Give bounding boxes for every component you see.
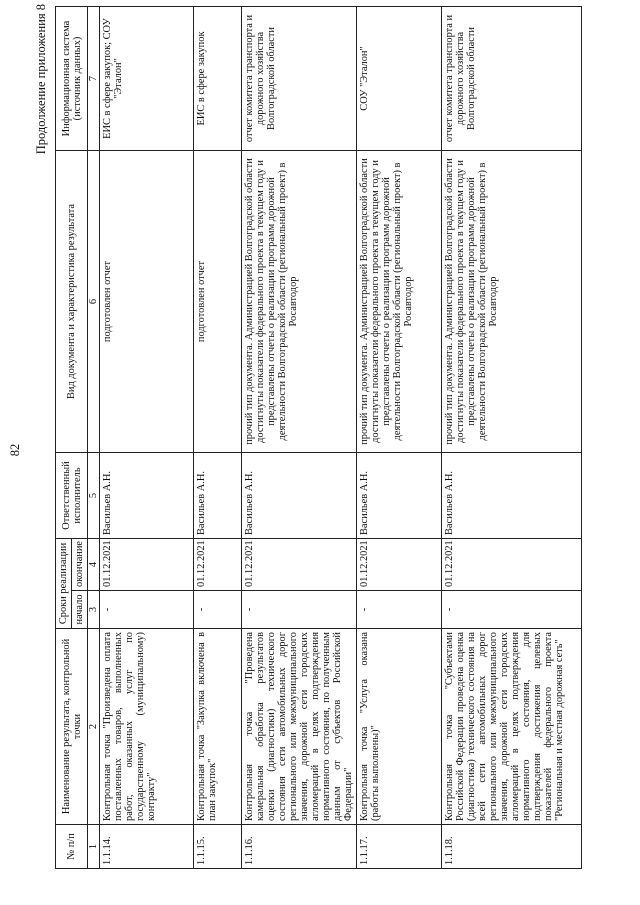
- result-name: Контрольная точка "Произведена оплата поставленных товаров, выполненных работ, оказанных услуг по государственному (муниципальному) контракту": [100, 629, 194, 825]
- document-type: прочий тип документа. Администрацией Волгоградской области достигнуты показатели федерального проекта в текущем году и представлены отчеты о реализации программ дорожной деятельности Волгоградской области (региональный проект) в Росавтодор: [442, 151, 582, 453]
- row-number: 1.1.17.: [357, 825, 442, 869]
- header-document: Вид документа и характеристика результата: [56, 151, 88, 453]
- start-date: -: [100, 591, 194, 629]
- end-date: 01.12.2021: [100, 539, 194, 591]
- document-type: прочий тип документа. Администрацией Волгоградской области достигнуты показатели федерального проекта в текущем году и представлены отчеты о реализации программ дорожной деятельности Волгоградской области (региональный проект) в Росавтодор: [242, 151, 357, 453]
- result-name: Контрольная точка "Закупка включена в план закупок": [194, 629, 242, 825]
- column-number: 1: [88, 825, 100, 869]
- information-system: отчет комитета транспорта и дорожного хозяйства Волгоградской области: [242, 7, 357, 151]
- row-number: 1.1.16.: [242, 825, 357, 869]
- page-number: 82: [8, 443, 22, 457]
- table-row: [357, 7, 442, 869]
- column-number: 3: [88, 591, 100, 629]
- row-number: 1.1.14.: [100, 825, 194, 869]
- column-number: 4: [88, 539, 100, 591]
- header-end: окончание: [72, 539, 88, 591]
- end-date: 01.12.2021: [194, 539, 242, 591]
- result-name: Контрольная точка "Услуга оказана (работы выполнены)": [357, 629, 442, 825]
- results-table: [55, 6, 582, 869]
- table-row: [442, 7, 582, 869]
- result-name: Контрольная точка "Субъектами Российской Федерации проведена оценка (диагностика) технического состояния на всей сети автомобильных дорог регионального или межмуниципального значения, дорожной сети городских агломераций в целях подтверждения нормативного состояния, для подтверждения достижения целевых показателей федерального проекта "Региональная и местная дорожная сеть": [442, 629, 582, 825]
- information-system: ЕИС в сфере закупок: [194, 7, 242, 151]
- column-number: 7: [88, 7, 100, 151]
- responsible-person: Васильев А.Н.: [242, 453, 357, 539]
- start-date: -: [242, 591, 357, 629]
- responsible-person: Васильев А.Н.: [357, 453, 442, 539]
- header-no: № п/п: [56, 825, 88, 869]
- header-name: Наименование результата, контрольной точки: [56, 629, 88, 825]
- end-date: 01.12.2021: [242, 539, 357, 591]
- responsible-person: Васильев А.Н.: [194, 453, 242, 539]
- continuation-note: Продолжение приложения 8: [34, 4, 48, 155]
- document-type: прочий тип документа. Администрацией Волгоградской области достигнуты показатели федерального проекта в текущем году и представлены отчеты о реализации программ дорожной деятельности Волгоградской области (региональный проект) в Росавтодор: [357, 151, 442, 453]
- responsible-person: Васильев А.Н.: [100, 453, 194, 539]
- table-row: [194, 7, 242, 869]
- column-number-row: [88, 7, 100, 869]
- document-type: подготовлен отчет: [194, 151, 242, 453]
- row-number: 1.1.15.: [194, 825, 242, 869]
- start-date: -: [357, 591, 442, 629]
- column-number: 2: [88, 629, 100, 825]
- information-system: ЕИС в сфере закупок; СОУ "Эталон": [100, 7, 194, 151]
- document-type: подготовлен отчет: [100, 151, 194, 453]
- column-number: 6: [88, 151, 100, 453]
- information-system: СОУ "Эталон": [357, 7, 442, 151]
- header-start: начало: [72, 591, 88, 629]
- result-name: Контрольная точка "Проведена камеральная обработка результатов оценки (диагностики) технического состояния сети автомобильных дорог регионального или межмуниципального значения, дорожной сети городских агломераций в целях подтверждения нормативного состояния, по полученным данным от субъектов Российской Федерации": [242, 629, 357, 825]
- end-date: 01.12.2021: [442, 539, 582, 591]
- start-date: -: [194, 591, 242, 629]
- row-number: 1.1.18.: [442, 825, 582, 869]
- start-date: -: [442, 591, 582, 629]
- header-deadlines: Сроки реализации: [56, 539, 72, 629]
- table-row: [100, 7, 194, 869]
- header-responsible: Ответственный исполнитель: [56, 453, 88, 539]
- information-system: отчет комитета транспорта и дорожного хозяйства Волгоградской области: [442, 7, 582, 151]
- header-system: Информационная система (источник данных): [56, 7, 88, 151]
- responsible-person: Васильев А.Н.: [442, 453, 582, 539]
- end-date: 01.12.2021: [357, 539, 442, 591]
- column-number: 5: [88, 453, 100, 539]
- table-row: [242, 7, 357, 869]
- header-row: [56, 7, 72, 869]
